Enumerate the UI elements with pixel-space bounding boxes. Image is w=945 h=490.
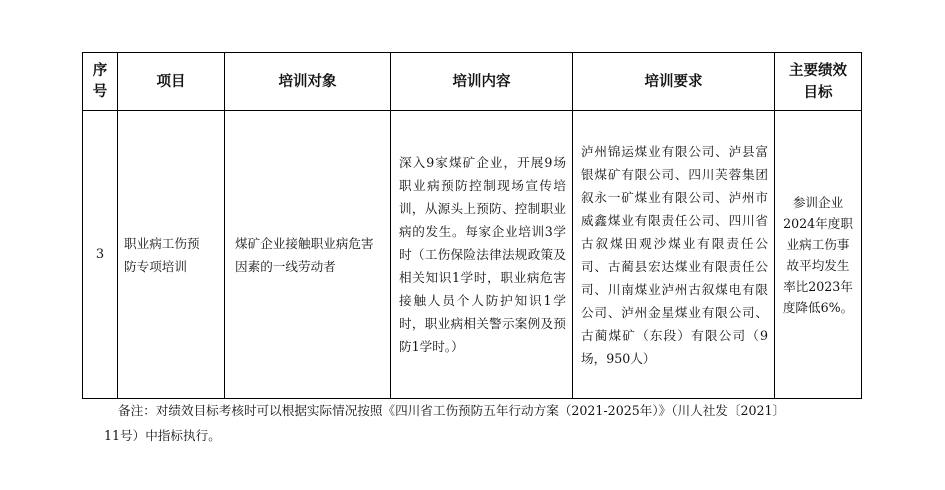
table-row bbox=[83, 111, 862, 399]
row-project: 职业病工伤预防专项培训 bbox=[118, 111, 225, 399]
training-table bbox=[82, 52, 862, 399]
header-requirement: 培训要求 bbox=[573, 53, 775, 111]
row-no: 3 bbox=[83, 111, 118, 399]
header-project: 项目 bbox=[118, 53, 225, 111]
header-no: 序号 bbox=[83, 53, 118, 111]
row-requirement: 泸州锦运煤业有限公司、泸县富银煤矿有限公司、四川芙蓉集团叙永一矿煤业有限公司、泸州市威鑫煤业有限责任公司、四川省古叙煤田观沙煤业有限责任公司、古蔺县宏达煤业有限责任公司、川南煤业泸州古叙煤电有限公司、泸州金星煤业有限公司、古蔺煤矿（东段）有限公司（9场，950人） bbox=[573, 111, 775, 399]
row-goal: 参训企业2024年度职业病工伤事故平均发生率比2023年度降低6%。 bbox=[775, 111, 862, 399]
footnote-line2: 11号）中指标执行。 bbox=[104, 428, 221, 443]
row-target: 煤矿企业接触职业病危害因素的一线劳动者 bbox=[225, 111, 391, 399]
header-goal: 主要绩效目标 bbox=[775, 53, 862, 111]
header-content: 培训内容 bbox=[391, 53, 573, 111]
row-content: 深入9家煤矿企业，开展9场职业病预防控制现场宣传培训，从源头上预防、控制职业病的发生。每家企业培训3学时（工伤保险法律法规政策及相关知识1学时，职业病危害接触人员个人防护知识1学时，职业病相关警示案例及预防1学时。） bbox=[391, 111, 573, 399]
footnote-line1: 备注：对绩效目标考核时可以根据实际情况按照《四川省工伤预防五年行动方案（2021-2025年）》（川人社发〔2021〕 bbox=[118, 403, 786, 418]
header-target: 培训对象 bbox=[225, 53, 391, 111]
footnote bbox=[104, 398, 838, 443]
table-header-row bbox=[83, 53, 862, 111]
